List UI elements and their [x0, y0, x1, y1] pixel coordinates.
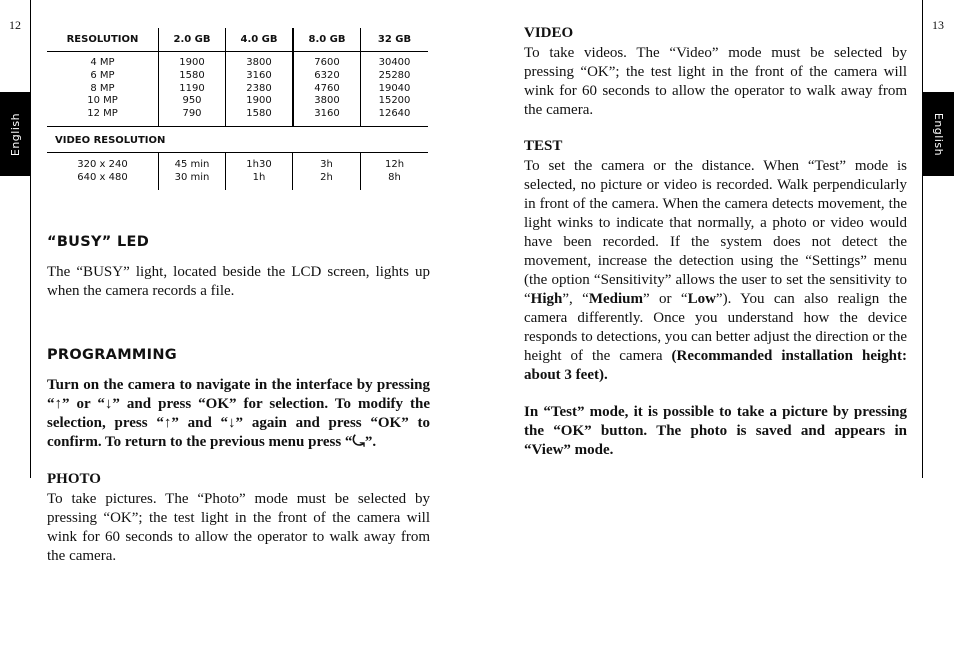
header-2gb: 2.0 GB	[158, 28, 225, 51]
video-8gb-cell: 3h 2h	[292, 153, 360, 190]
programming-heading: PROGRAMMING	[47, 347, 177, 363]
capacity-table	[47, 28, 428, 190]
video-rows	[47, 153, 428, 190]
busy-led-heading: “BUSY” LED	[47, 234, 150, 250]
test-text-part2: ”). You can also realign the camera differently. Once you understand how the device responds to detections, you can better adjust the direction or the height of the camera	[524, 291, 907, 364]
page-number-right: 13	[932, 18, 944, 32]
photo-8gb-cell: 7600 6320 4760 3800 3160	[292, 52, 360, 126]
left-margin-line	[30, 0, 31, 478]
programming-text: Turn on the camera to navigate in the interface by pressing “↑” or “↓” and press “OK” for selection. To modify the selection, press “↑” and “↓” again and press “OK” to confirm. To return to the previous menu press “⤿”.	[47, 377, 430, 450]
header-8gb: 8.0 GB	[292, 28, 360, 51]
photo-heading: PHOTO	[47, 471, 101, 487]
video-4gb-cell: 1h30 1h	[225, 153, 292, 190]
photo-text: To take pictures. The “Photo” mode must be selected by pressing “OK”; the test light in the front of the camera will wink for 60 seconds to allow the operator to walk away from the camera.	[47, 491, 430, 564]
table-header-row	[47, 28, 428, 52]
test-text-recommendation: (Recommanded installation height: about 3 feet).	[524, 348, 908, 383]
video-resolution-cell: 320 x 240 640 x 480	[77, 158, 128, 184]
photo-rows	[47, 52, 428, 126]
header-4gb: 4.0 GB	[225, 28, 292, 51]
test-text-sep2: ” or “	[642, 291, 688, 307]
test-text-high: High	[530, 291, 563, 307]
test-text-low: Low	[687, 291, 716, 307]
test-heading: TEST	[524, 138, 563, 154]
video-32gb-cell: 12h 8h	[360, 153, 428, 190]
photo-4gb-cell: 3800 3160 2380 1900 1580	[225, 52, 292, 126]
video-2gb-cell: 45 min 30 min	[158, 153, 225, 190]
test-text-part1: To set the camera or the distance. When “Test” mode is selected, no picture or video is recorded. Walk perpendicularly in front of the camera. When the camera detects movement, the light winks to indicate that normally, a photo or video would have been recorded. If the system does not detect the movement, increase the detection using the “Settings” menu (the option “Sensitivity” allows the user to set the sensitivity to “	[524, 158, 907, 307]
photo-resolution-cell: 4 MP 6 MP 8 MP 10 MP 12 MP	[87, 57, 118, 120]
language-tab-left	[0, 92, 31, 176]
right-margin-line	[922, 0, 923, 478]
test-mode-note: In “Test” mode, it is possible to take a picture by pressing the “OK” button. The photo is saved and appears in “View” mode.	[524, 404, 907, 458]
test-text-sep1: ”, “	[562, 291, 589, 307]
language-tab-right-label: English	[932, 112, 946, 156]
header-resolution: RESOLUTION	[66, 34, 139, 45]
video-text: To take videos. The “Video” mode must be selected by pressing “OK”; the test light in the front of the camera will wink for 60 seconds to allow the operator to walk away from the camera.	[524, 45, 907, 118]
test-text-medium: Medium	[588, 291, 643, 307]
header-32gb: 32 GB	[360, 28, 428, 51]
video-resolution-heading: VIDEO RESOLUTION	[47, 126, 428, 153]
page-number-left: 12	[9, 18, 21, 32]
test-text	[524, 157, 907, 385]
photo-32gb-cell: 30400 25280 19040 15200 12640	[360, 52, 428, 126]
video-heading: VIDEO	[524, 25, 574, 41]
photo-2gb-cell: 1900 1580 1190 950 790	[158, 52, 225, 126]
busy-led-text: The “BUSY” light, located beside the LCD screen, lights up when the camera records a file.	[47, 264, 430, 299]
language-tab-right	[923, 92, 954, 176]
language-tab-left-label: English	[9, 112, 23, 156]
